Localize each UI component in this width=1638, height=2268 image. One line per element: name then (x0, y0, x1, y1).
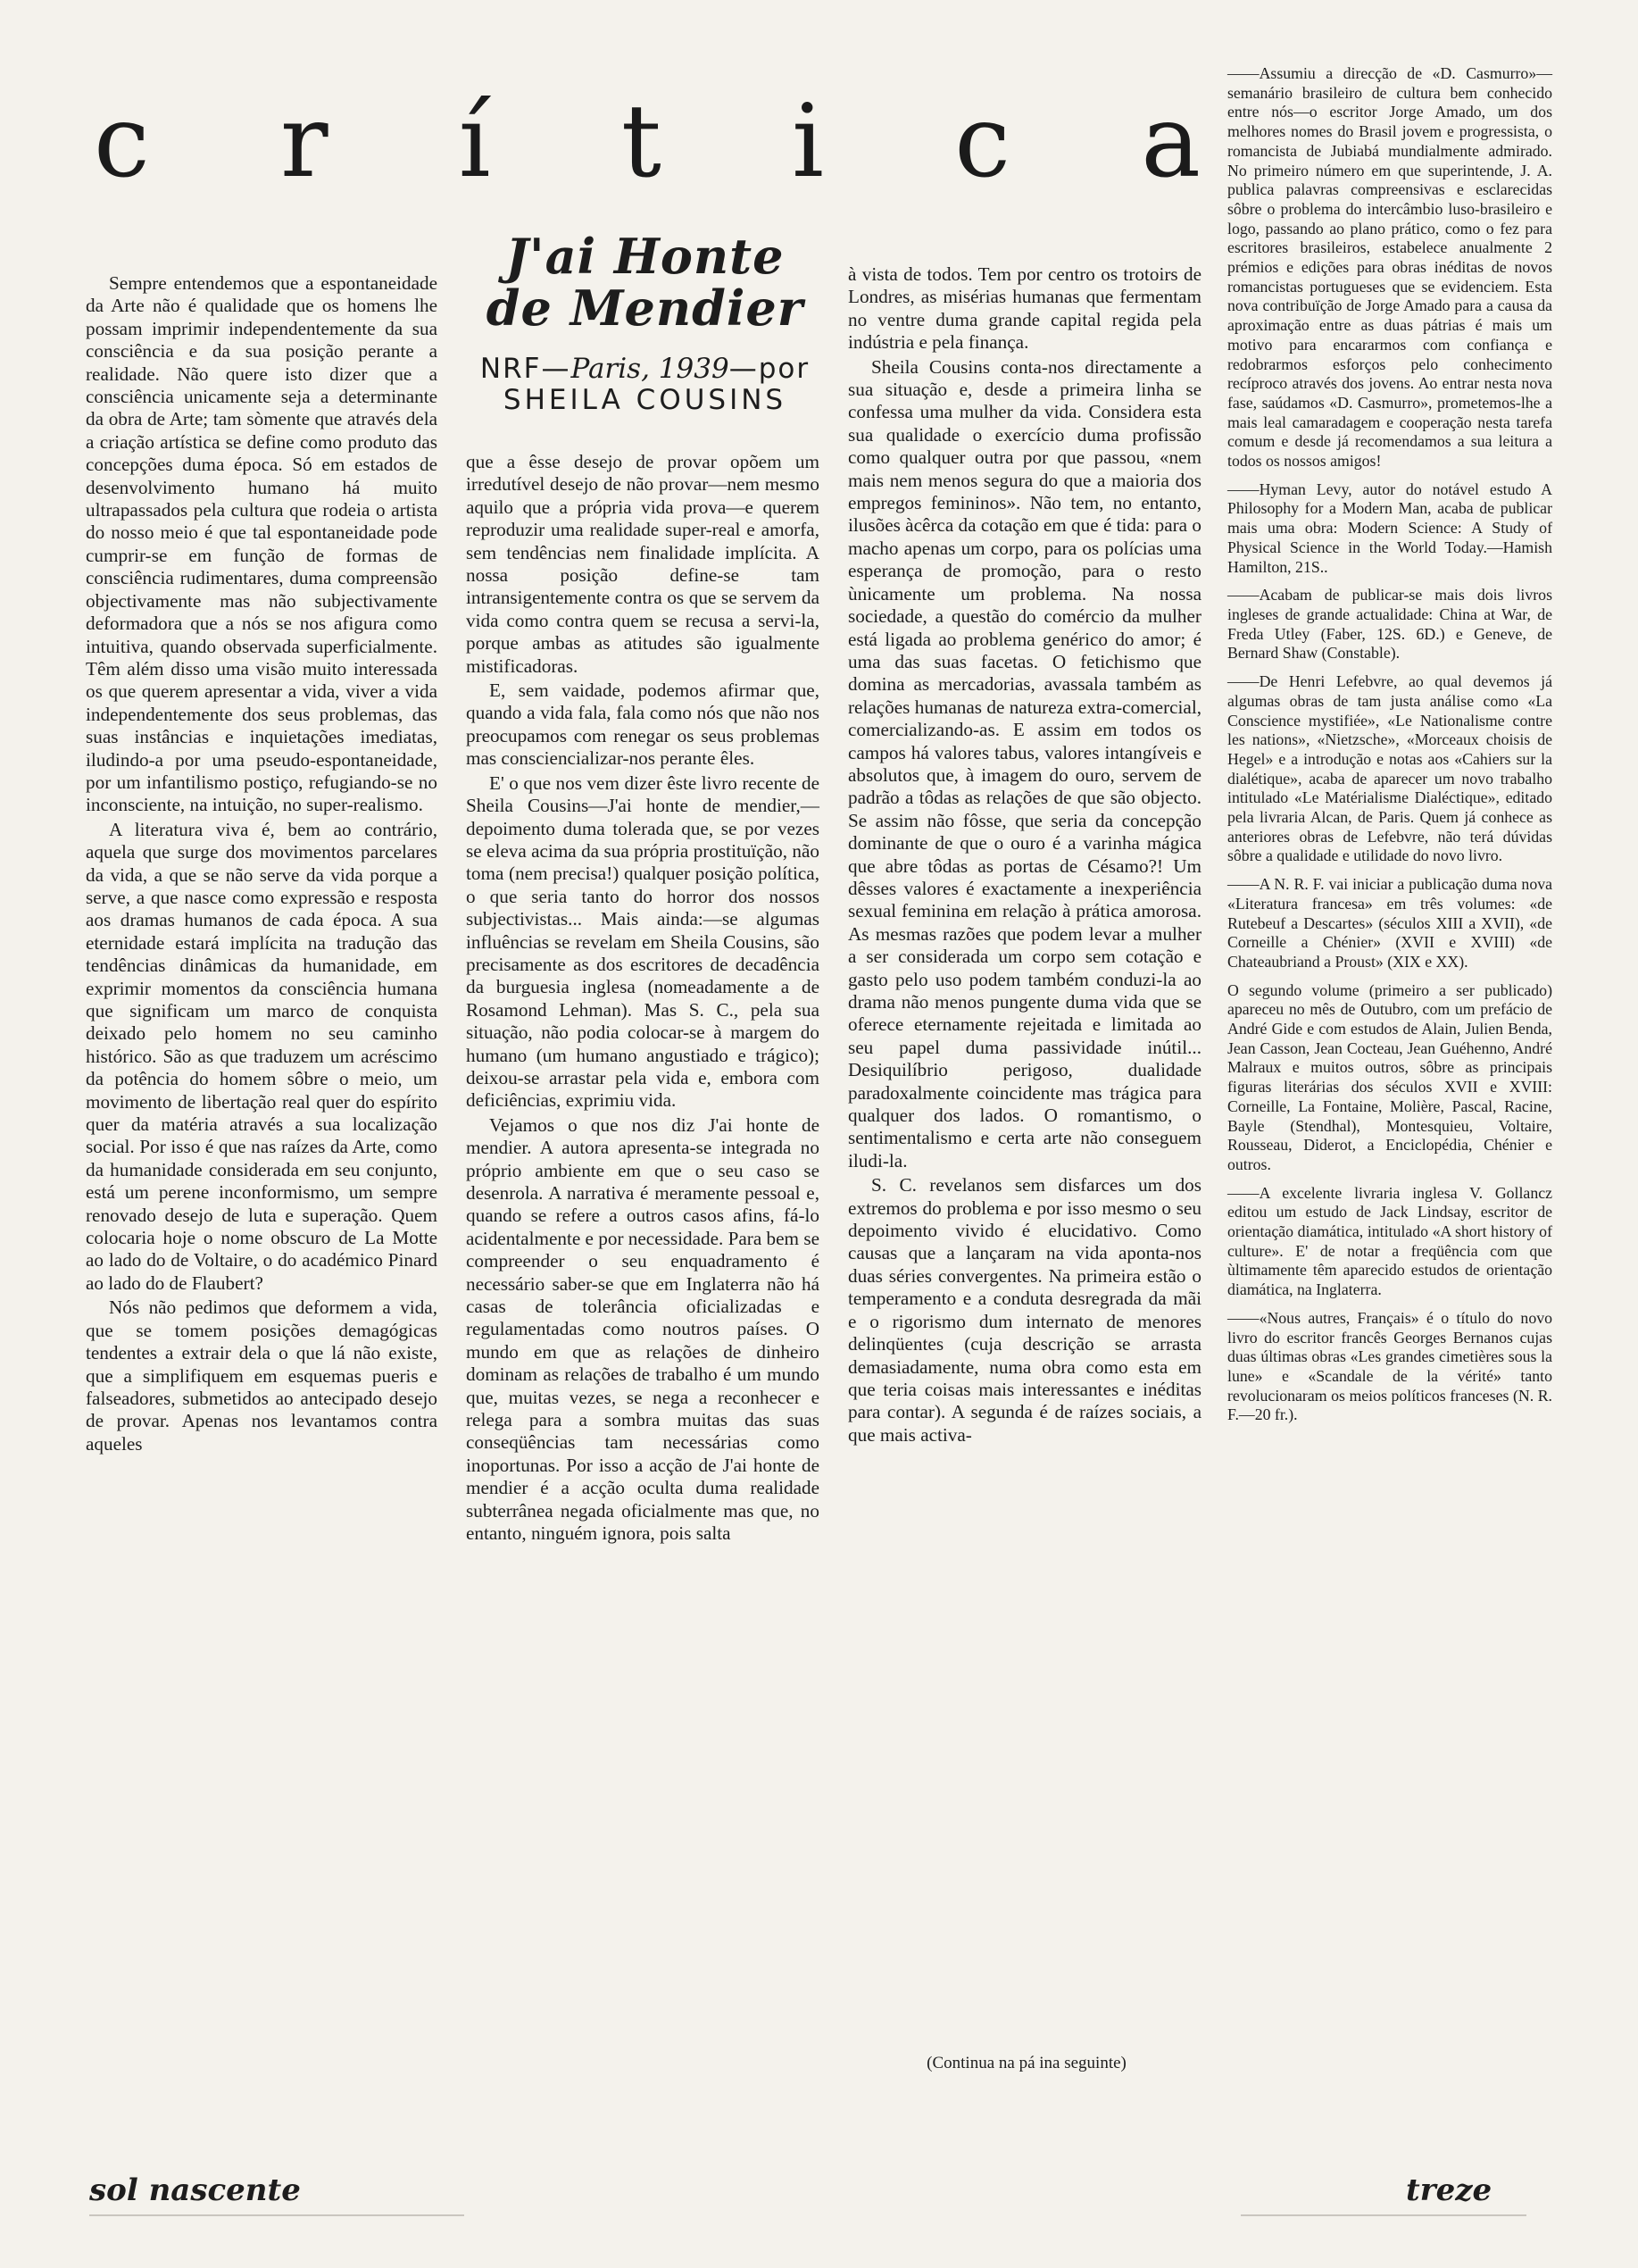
section-masthead (94, 84, 1201, 200)
paragraph: E' o que nos vem dizer êste livro recente de Sheila Cousins—J'ai honte de mendier,—depoimento duma tolerada que, se por vezes se eleva acima da sua própria prostituïção, não toma (nem precisa!) qualquer posição política, o que seria tanto do horror dos nossos subjectivistas... Mais ainda:—se algumas influências se revelam em Sheila Cousins, são precisamente as dos escritores de decadência da burguesia inglesa (nomeadamente a de Rosamond Lehman). Mas S. C., pela sua situação, não podia colocar-se à margem do humano (um humano angustiado e trágico); deixou-se arrastar pela vida e, embora com deficiências, exprimiu vida. (466, 771, 819, 1112)
paragraph: à vista de todos. Tem por centro os trotoirs de Londres, as misérias humanas que fermentam no ventre duma grande capital regida pela indústria e pela finança. (848, 263, 1201, 354)
paragraph: A literatura viva é, bem ao contrário, aquela que surge dos movimentos parcelares da vida, a que se não serve da vida porque a serve, a que nasce como expressão e resposta aos dramas humanos de cada época. A sua eternidade estará implícita na tradução das tendências dinâmicas da humanidade, em exprimir momentos da consciência humana que significam um marco de conquista deixado pelo homem no seu caminho histórico. São as que traduzem um acréscimo da potência do homem sôbre o meio, um movimento de libertação real quer do espírito quer da matéria através a sua localização social. Por isso é que nas raízes da Arte, como da humanidade considerada em seu conjunto, está um perene inconformismo, um sempre renovado desejo de luta e superação. Quem colocaria hoje o nome obscuro de La Motte ao lado do de Voltaire, o do académico Pinard ao lado do de Flaubert? (86, 818, 437, 1294)
masthead-letter: r (279, 84, 328, 200)
article-column-3 (848, 263, 1201, 1447)
footer-divider (1241, 2214, 1526, 2216)
paragraph: S. C. revelanos sem disfarces um dos extremos do problema e por isso mesmo o seu depoimento vivido é elucidativo. Como causas que a lançaram na vida aponta-nos duas séries convergentes. Na primeira estão o temperamento e a conduta desregrada da mãi e o rigorismo dum internato de menores delinqüentes (cuja descrição se arrasta demasiadamente, numa obra como esta em que teria coisas mais interessantes e inéditas para contar). A segunda é de raízes sociais, a que mais activa- (848, 1174, 1201, 1446)
news-note: ——Assumiu a direcção de «D. Casmurro»—semanário brasileiro de cultura bem conhecido entre nós—o escritor Jorge Amado, um dos melhores nomes do Brasil jovem e progressista, o romancista de Jubiabá mundialmente admirado. No primeiro número em que superintende, J. A. publica palavras compreensivas e esclarecidas sôbre o problema do intercâmbio luso-brasileiro e logo, passando ao plano prático, como o fez para escritores brasileiros, estabelece anualmente 2 prémios e edições para obras inéditas de novos romancistas portugueses que se evidenciem. Esta nova contribuïção de Jorge Amado para a causa da aproximação entre as duas pátrias é mais um motivo para encararmos com confiança e redobrarmos esforços pelo conhecimento recíproco através dos jovens. Ao entrar nesta nova fase, saúdamos «D. Casmurro», prometemos-lhe a mais leal camaradagem e cooperação nesta tarefa comum e desde já recomendamos a sua leitura a todos os nossos amigos! (1227, 64, 1552, 471)
paragraph: E, sem vaidade, podemos afirmar que, quando a vida fala, fala como nós que não nos preocupamos com renegar os seus problemas mas consciencializar-nos perante êles. (466, 680, 819, 770)
news-note: ——A N. R. F. vai iniciar a publicação duma nova «Literatura francesa» em três volumes: «de Rutebeuf a Descartes» (séculos XIII a XVII), «de Corneille a Chénier» (XVII e XVIII) «de Chateaubriand a Proust» (XIX e XX). (1227, 875, 1552, 971)
footer-divider (89, 2214, 464, 2216)
news-note: O segundo volume (primeiro a ser publicado) apareceu no mês de Outubro, com um prefácio de André Gide e com estudos de Alain, Julien Benda, Jean Casson, Jean Cocteau, Jean Guéhenno, André Malraux e muitos outros, sôbre as principais figuras literárias dos séculos XVII e XVIII: Corneille, La Fontaine, Molière, Pascal, Racine, Bayle (Stendhal), Montesquieu, Voltaire, Rousseau, Diderot, a Enciclopédia, Chénier e outros. (1227, 980, 1552, 1173)
masthead-letter: í (458, 84, 491, 200)
news-notes-column (1227, 64, 1552, 1434)
footer-page-number: treze (1406, 2172, 1492, 2208)
news-note: ——«Nous autres, Français» é o título do novo livro do escritor francês Georges Bernanos cujas duas últimas obras «Les grandes cimetières sous la lune» e «Scandale de la vérité» tanto revolucionaram os meios políticos franceses (N. R. F.—20 fr.). (1227, 1308, 1552, 1424)
publisher: NRF— (479, 353, 571, 385)
masthead-letter: i (792, 84, 824, 200)
masthead-letter: t (620, 84, 661, 200)
author-name: SHEILA COUSINS (503, 384, 787, 416)
footer-publication-name: sol nascente (89, 2172, 301, 2208)
article-column-1 (86, 272, 437, 1455)
publisher-suffix: —por (728, 353, 811, 385)
news-note: ——De Henri Lefebvre, ao qual devemos já algumas obras de tam justa análise como «La Conscience mystifiée», «Le Nationalisme contre les nations», «Nietzsche», «Morceaux choisis de Hegel» e a introdução e notas aos «Cahiers sur la dialétique», acaba de aparecer um novo trabalho intitulado «Le Matérialisme Dialéctique», editado pela livraria Alcan, de Paris. Quem já conhece as anteriores obras de Lefebvre, não terá dúvidas sôbre a qualidade e utilidade do novo livro. (1227, 672, 1552, 865)
article-heading (469, 230, 821, 416)
article-column-2 (466, 451, 819, 1546)
paragraph: Nós não pedimos que deformem a vida, que se tomem posições demagógicas tendentes a extrair dela o que lá não existe, que a simplifiquem em esquemas pueris e falseadores, submetidos ao antecipado desejo de provar. Apenas nos levantamos contra aqueles (86, 1297, 437, 1455)
masthead-letter: c (954, 84, 1010, 200)
publication-line (469, 354, 821, 384)
news-note: ——Hyman Levy, autor do notável estudo A Philosophy for a Modern Man, acaba de publicar mais uma obra: Modern Science: A Study of Physical Science in the World Today.—Hamish Hamilton, 21S.. (1227, 479, 1552, 576)
article-title: J'ai Honte de Mendier (486, 228, 804, 337)
continued-note: (Continua na pá ina seguinte) (927, 2054, 1127, 2072)
paragraph: Vejamos o que nos diz J'ai honte de mendier. A autora apresenta-se integrada no próprio ambiente em que o seu caso se desenrola. A narrativa é meramente pessoal e, quando se refere a outros casos afins, fá-lo acidentalmente e por necessidade. Para bem se compreender o seu enquadramento é necessário saber-se que em Inglaterra não há casas de tolerância oficializadas e regulamentadas como noutros países. O mundo em que as relações de dinheiro dominam as relações de trabalho é um mundo que, muitas vezes, se nega a reconhecer e relega para a sombra muitas das suas conseqüências tam necessárias como inoportunas. Por isso a acção de J'ai honte de mendier é a acção oculta duma realidade subterrânea negada oficialmente mas que, no entanto, ninguém ignora, pois salta (466, 1113, 819, 1545)
masthead-letter: a (1141, 84, 1201, 200)
paragraph: Sempre entendemos que a espontaneidade da Arte não é qualidade que os homens lhe possam imprimir independentemente da sua consciência e da sua posição perante a realidade. Não quere isto dizer que a consciência unicamente seja a determinante da obra de Arte; tam sòmente que através dela a criação artística se define como produto das concepções duma época. Só em estados de desenvolvimento humano há muito ultrapassados pela cultura que rodeia o artista do nosso meio é que tal espontaneidade pode cumprir-se em função de formas de consciência rudimentares, duma compreensão objectivamente mas não subjectivamente deformadora que a nós se nos afigura como intuitiva, quando observada superficialmente. Têm além disso uma visão muito interessada os que querem apresentar a vida, viver a vida independentemente dos seus problemas, das suas instâncias e inquietações imediatas, iludindo-a por uma pseudo-espontaneidade, por um infantilismo postiço, refugiando-se no inconsciente, na intuição, no super-realismo. (86, 272, 437, 816)
masthead-letter: c (94, 84, 150, 200)
news-note: ——Acabam de publicar-se mais dois livros ingleses de grande actualidade: China at War, de Freda Utley (Faber, 12S. 6D.) e Geneve, de Bernard Shaw (Constable). (1227, 586, 1552, 663)
paragraph: Sheila Cousins conta-nos directamente a sua situação e, desde a primeira linha se confessa uma mulher da vida. Considera esta sua qualidade o exercício duma profissão como qualquer outra por que passou, «nem mais nem menos segura do que a maioria dos empregos femininos». Não tem, no entanto, ilusões àcêrca da cotação em que é tida: para o macho apenas um corpo, para os polícias uma esperança de promoção, para o resto ùnicamente um problema. Na nossa sociedade, a questão do comércio da mulher está ligada ao problema genérico do amor; é uma das suas facetas. O fetichismo que domina as mercadorias, avassala também as relações humanas de natureza extra-comercial, comercializando-as. E assim em todos os campos há valores tabus, valores intangíveis e absolutos que, à imagem do ouro, servem de padrão a tôdas as relações de que são objecto. Se assim não fôsse, que seria da concepção dominante de que o ouro é a varinha mágica que abre tôdas as portas de Césamo?! Um dêsses valores é exactamente a inexperiência sexual feminina em relação à prática amorosa. As mesmas razões que podem levar a mulher a ser considerada um corpo sem cotação e gasto pelo uso podem também conduzi-la ao drama não menos pungente duma vida que se oferece eternamente rejeitada e limitada ao seu papel duma passividade inútil... Desiquilíbrio perigoso, dualidade paradoxalmente coincidente mas trágica para qualquer dos lados. O romantismo, o sentimentalismo e certa arte não conseguem iludi-la. (848, 355, 1201, 1172)
paragraph: que a êsse desejo de provar opõem um irredutível desejo de não provar—nem mesmo aquilo que a própria vida prova—e querem reproduzir uma realidade super-real e amorfa, sem tendências nem finalidade implícita. A nossa posição define-se tam intransigentemente contra os que se servem da vida como contra quem se recusa a servi-la, porque ambas as atitudes são igualmente mistificadoras. (466, 451, 819, 677)
news-note: ——A excelente livraria inglesa V. Gollancz editou um estudo de Jack Lindsay, escritor de orientação diamática, intitulado «A short history of culture». E' de notar a freqüência com que ùltimamente têm aparecido estudos de orientação diamática, na Inglaterra. (1227, 1183, 1552, 1299)
place-year: Paris, 1939 (570, 353, 729, 385)
